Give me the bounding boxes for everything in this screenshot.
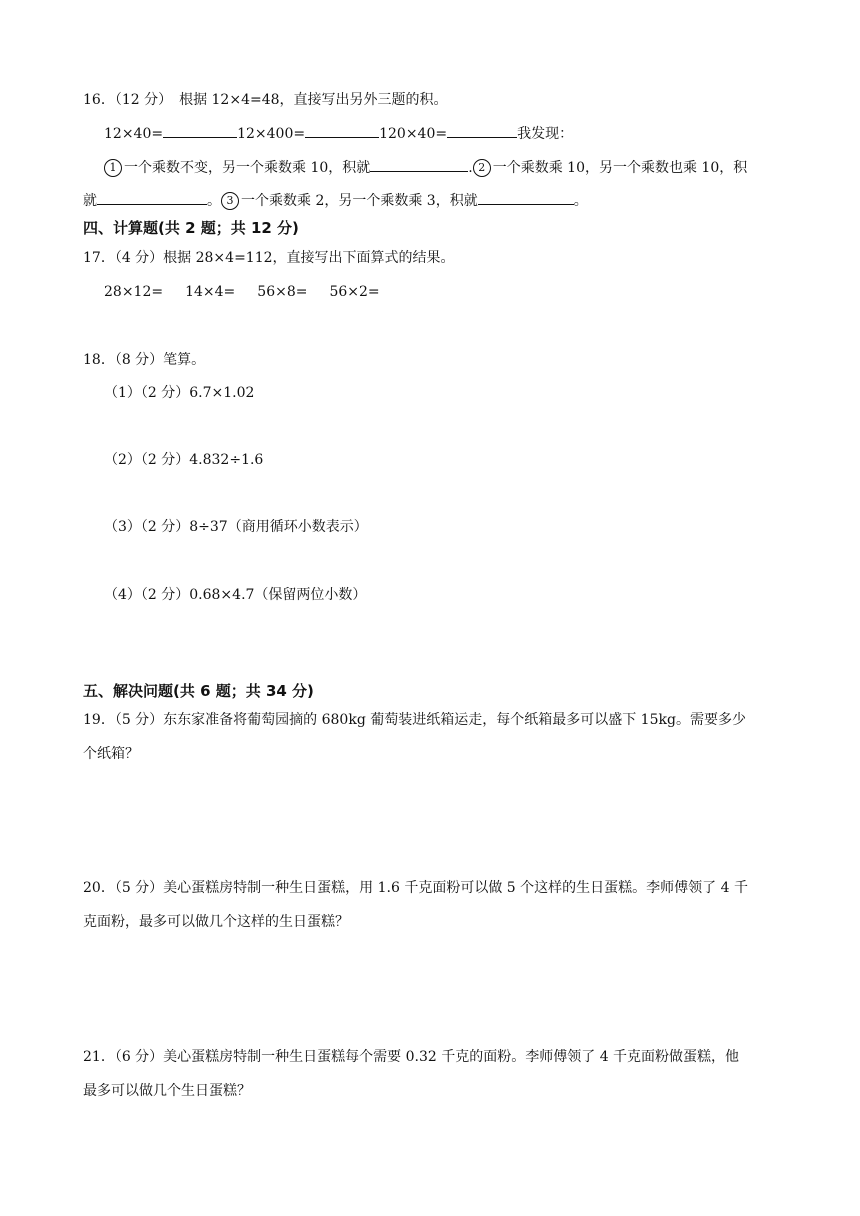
q21-line-2: 最多可以做几个生日蛋糕？ [83, 1083, 251, 1099]
discovery-blank-3[interactable] [478, 190, 574, 205]
circled-number-2: 2 [473, 159, 491, 177]
q16-item-2: 12×400= [237, 126, 306, 142]
q16-item-1: 12×40= [104, 126, 164, 142]
q21-line-1: 21．（6 分）美心蛋糕房特制一种生日蛋糕每个需要 0.32 千克的面粉。李师傅领了 4 千克面粉做蛋糕，他 [83, 1049, 740, 1065]
q16-statement-1: 一个乘数不变，另一个乘数乘 10，积就 [124, 160, 371, 176]
q20-line-1: 20．（5 分）美心蛋糕房特制一种生日蛋糕，用 1.6 千克面粉可以做 5 个这样的生日蛋糕。李师傅领了 4 千 [83, 880, 748, 896]
circled-number-1: 1 [104, 159, 122, 177]
q16-statement-2: 一个乘数乘 10，另一个乘数也乘 10，积 [492, 160, 748, 176]
q19-line-2: 个纸箱？ [83, 746, 139, 762]
discovery-blank-1[interactable] [370, 157, 468, 172]
q16-discover-label: 我发现： [517, 126, 574, 142]
q16-item-3: 120×40= [379, 126, 448, 142]
discovery-blank-2[interactable] [97, 190, 207, 205]
q17-item-1: 28×12= [104, 284, 164, 300]
q17-item-2: 14×4= [185, 284, 236, 300]
q16-statement-3: 一个乘数乘 2，另一个乘数乘 3，积就 [241, 193, 478, 209]
q16-discovery-line-2 [83, 190, 588, 211]
q17-stem: 17．（4 分）根据 28×4=112，直接写出下面算式的结果。 [83, 250, 455, 266]
q18-part-1: （1）（2 分）6.7×1.02 [104, 385, 255, 401]
q16-stem: 16．（12 分） 根据 12×4=48，直接写出另外三题的积。 [83, 92, 448, 108]
q18-part-3: （3）（2 分）8÷37（商用循环小数表示） [104, 519, 368, 535]
q18-stem: 18．（8 分）笔算。 [83, 352, 206, 368]
q17-items-row [104, 282, 380, 302]
q16-statement-1-end: . [468, 160, 473, 176]
q16-statement-2-end: 。 [207, 193, 221, 209]
q16-items-row [104, 123, 573, 144]
answer-blank-2[interactable] [305, 123, 379, 138]
q16-discovery-line-1 [104, 157, 747, 178]
q17-item-4: 56×2= [329, 284, 380, 300]
q16-statement-2-cont: 就 [83, 193, 97, 209]
q20-line-2: 克面粉，最多可以做几个这样的生日蛋糕？ [83, 914, 349, 930]
q16-statement-3-end: 。 [573, 193, 588, 209]
answer-blank-3[interactable] [447, 123, 517, 138]
q18-part-4: （4）（2 分）0.68×4.7（保留两位小数） [104, 587, 367, 603]
q17-item-3: 56×8= [257, 284, 308, 300]
section-4-title: 四、计算题(共 2 题；共 12 分) [83, 219, 299, 237]
q19-line-1: 19．（5 分）东东家准备将葡萄园摘的 680kg 葡萄装进纸箱运走，每个纸箱最多可以盛下 15kg。需要多少 [83, 712, 746, 728]
q18-part-2: （2）（2 分）4.832÷1.6 [104, 452, 264, 468]
section-5-title: 五、解决问题(共 6 题；共 34 分) [83, 682, 314, 700]
circled-number-3: 3 [221, 192, 239, 210]
answer-blank-1[interactable] [163, 123, 237, 138]
